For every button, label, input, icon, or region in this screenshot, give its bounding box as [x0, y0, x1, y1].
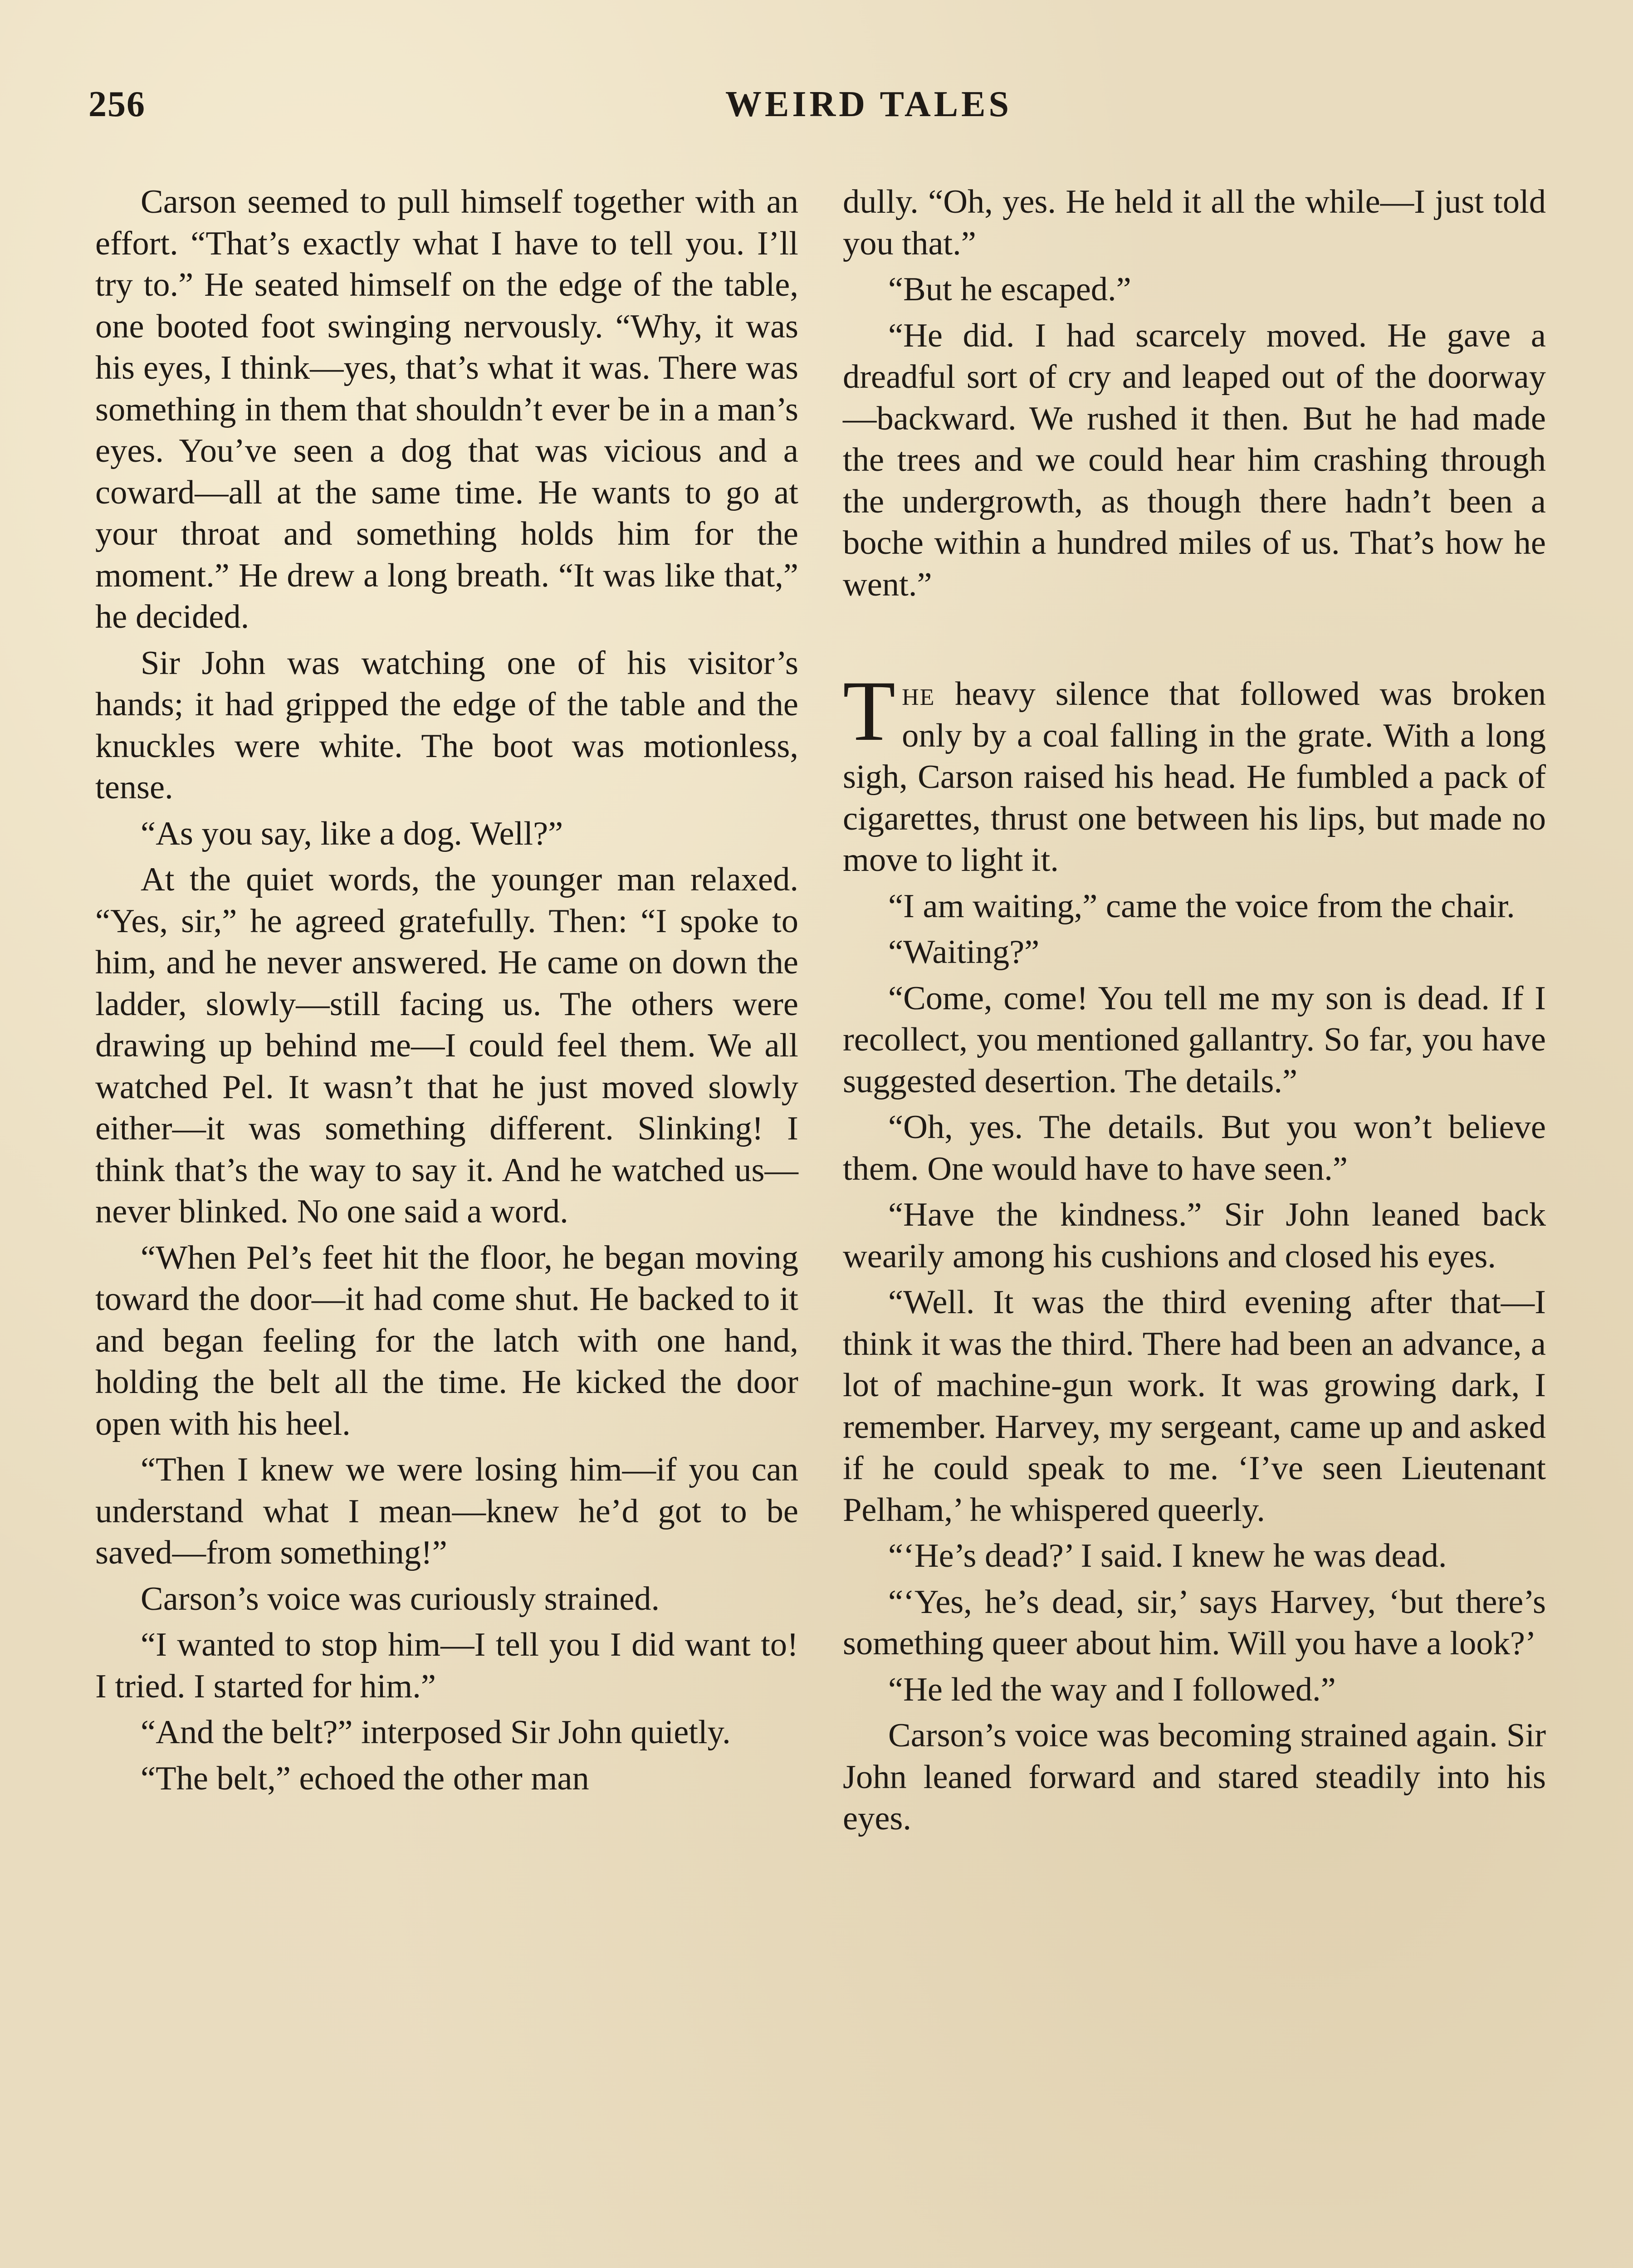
paragraph: Carson’s voice was curiously strained.: [141, 1580, 660, 1618]
running-head: WEIRD TALES: [725, 84, 1012, 124]
paragraph: “As you say, like a dog. Well?”: [141, 815, 563, 852]
paragraph: “He led the way and I followed.”: [888, 1671, 1336, 1708]
paragraph: At the quiet words, the younger man relaxed. “Yes, sir,” he agreed gratefully. Then: “I spoke to him, and he never answered. He came on down the ladder, slowly—still facing us. The others were drawing up behind me—I could feel them. We all watched Pel. It wasn’t that he just moved slowly either—it was something different. Slinking! I think that’s the way to say it. And he watched us—never blinked. No one said a word.: [95, 861, 798, 1230]
paragraph: “And the belt?” interposed Sir John quietly.: [141, 1714, 731, 1751]
paragraph: “I wanted to stop him—I tell you I did want to! I tried. I started for him.”: [95, 1626, 798, 1705]
paragraph: “He did. I had scarcely moved. He gave a dreadful sort of cry and leaped out of the doorway—backward. We rushed it then. But he had made the trees and we could hear him crashing through the undergrowth, as though there hadn’t been a boche within a hundred miles of us. That’s how he went.”: [843, 317, 1546, 603]
paragraph: “Have the kindness.” Sir John leaned back wearily among his cushions and closed his eyes.: [843, 1196, 1546, 1275]
paragraph: “I am waiting,” came the voice from the chair.: [888, 887, 1515, 925]
section-opening-paragraph: [843, 664, 1546, 881]
paragraph: “When Pel’s feet hit the floor, he began moving toward the door—it had come shut. He backed to it and began feeling for the latch with one hand, holding the belt all the time. He kicked the door open with his heel.: [95, 1239, 798, 1442]
section-opening-text: heavy silence that followed was broken only by a coal falling in the grate. With a long sigh, Carson raised his head. He fumbled a pack of cigarettes, thrust one between his lips, but made no move to light it.: [843, 675, 1546, 879]
paragraph: “Waiting?”: [888, 934, 1040, 971]
paragraph: “Oh, yes. The details. But you won’t believe them. One would have to have seen.”: [843, 1109, 1546, 1188]
continued-paragraph: dully. “Oh, yes. He held it all the while—I just told you that.”: [843, 183, 1546, 262]
right-column: [843, 181, 1546, 1840]
paragraph: “Come, come! You tell me my son is dead. If I recollect, you mentioned gallantry. So far, you have suggested desertion. The details.”: [843, 979, 1546, 1100]
paragraph: “‘He’s dead?’ I said. I knew he was dead.: [888, 1537, 1447, 1574]
drop-cap: T: [843, 664, 896, 759]
paragraph: Carson seemed to pull himself together with an effort. “That’s exactly what I have to tell you. I’ll try to.” He seated himself on the edge of the table, one booted foot swinging nervously. “Why, it was his eyes, I think—yes, that’s what it was. There was something in them that shouldn’t ever be in a man’s eyes. You’ve seen a dog that was vicious and a coward—all at the same time. He wants to go at your throat and something holds him for the moment.” He drew a long breath. “It was like that,” he decided.: [95, 183, 798, 635]
paragraph: “‘Yes, he’s dead, sir,’ says Harvey, ‘but there’s something queer about him. Will you have a look?’: [843, 1583, 1546, 1662]
page-header: [88, 84, 1545, 134]
paragraph: “Then I knew we were losing him—if you can understand what I mean—knew he’d got to be saved—from something!”: [95, 1451, 798, 1571]
paragraph: “The belt,” echoed the other man: [141, 1760, 589, 1797]
paragraph: Sir John was watching one of his visitor’s hands; it had gripped the edge of the table and the knuckles were white. The boot was motionless, tense.: [95, 644, 798, 806]
paragraph: Carson’s voice was becoming strained again. Sir John leaned forward and stared steadily into his eyes.: [843, 1717, 1546, 1837]
paragraph: “Well. It was the third evening after that—I think it was the third. There had been an advance, a lot of machine-gun work. It was growing dark, I remember. Harvey, my sergeant, came up and asked if he could speak to me. ‘I’ve seen Lieutenant Pelham,’ he whispered queerly.: [843, 1284, 1546, 1529]
small-caps-lead: he: [902, 675, 935, 713]
page-number: 256: [88, 84, 146, 124]
left-column: [95, 181, 798, 1799]
paragraph: “But he escaped.”: [888, 271, 1131, 308]
